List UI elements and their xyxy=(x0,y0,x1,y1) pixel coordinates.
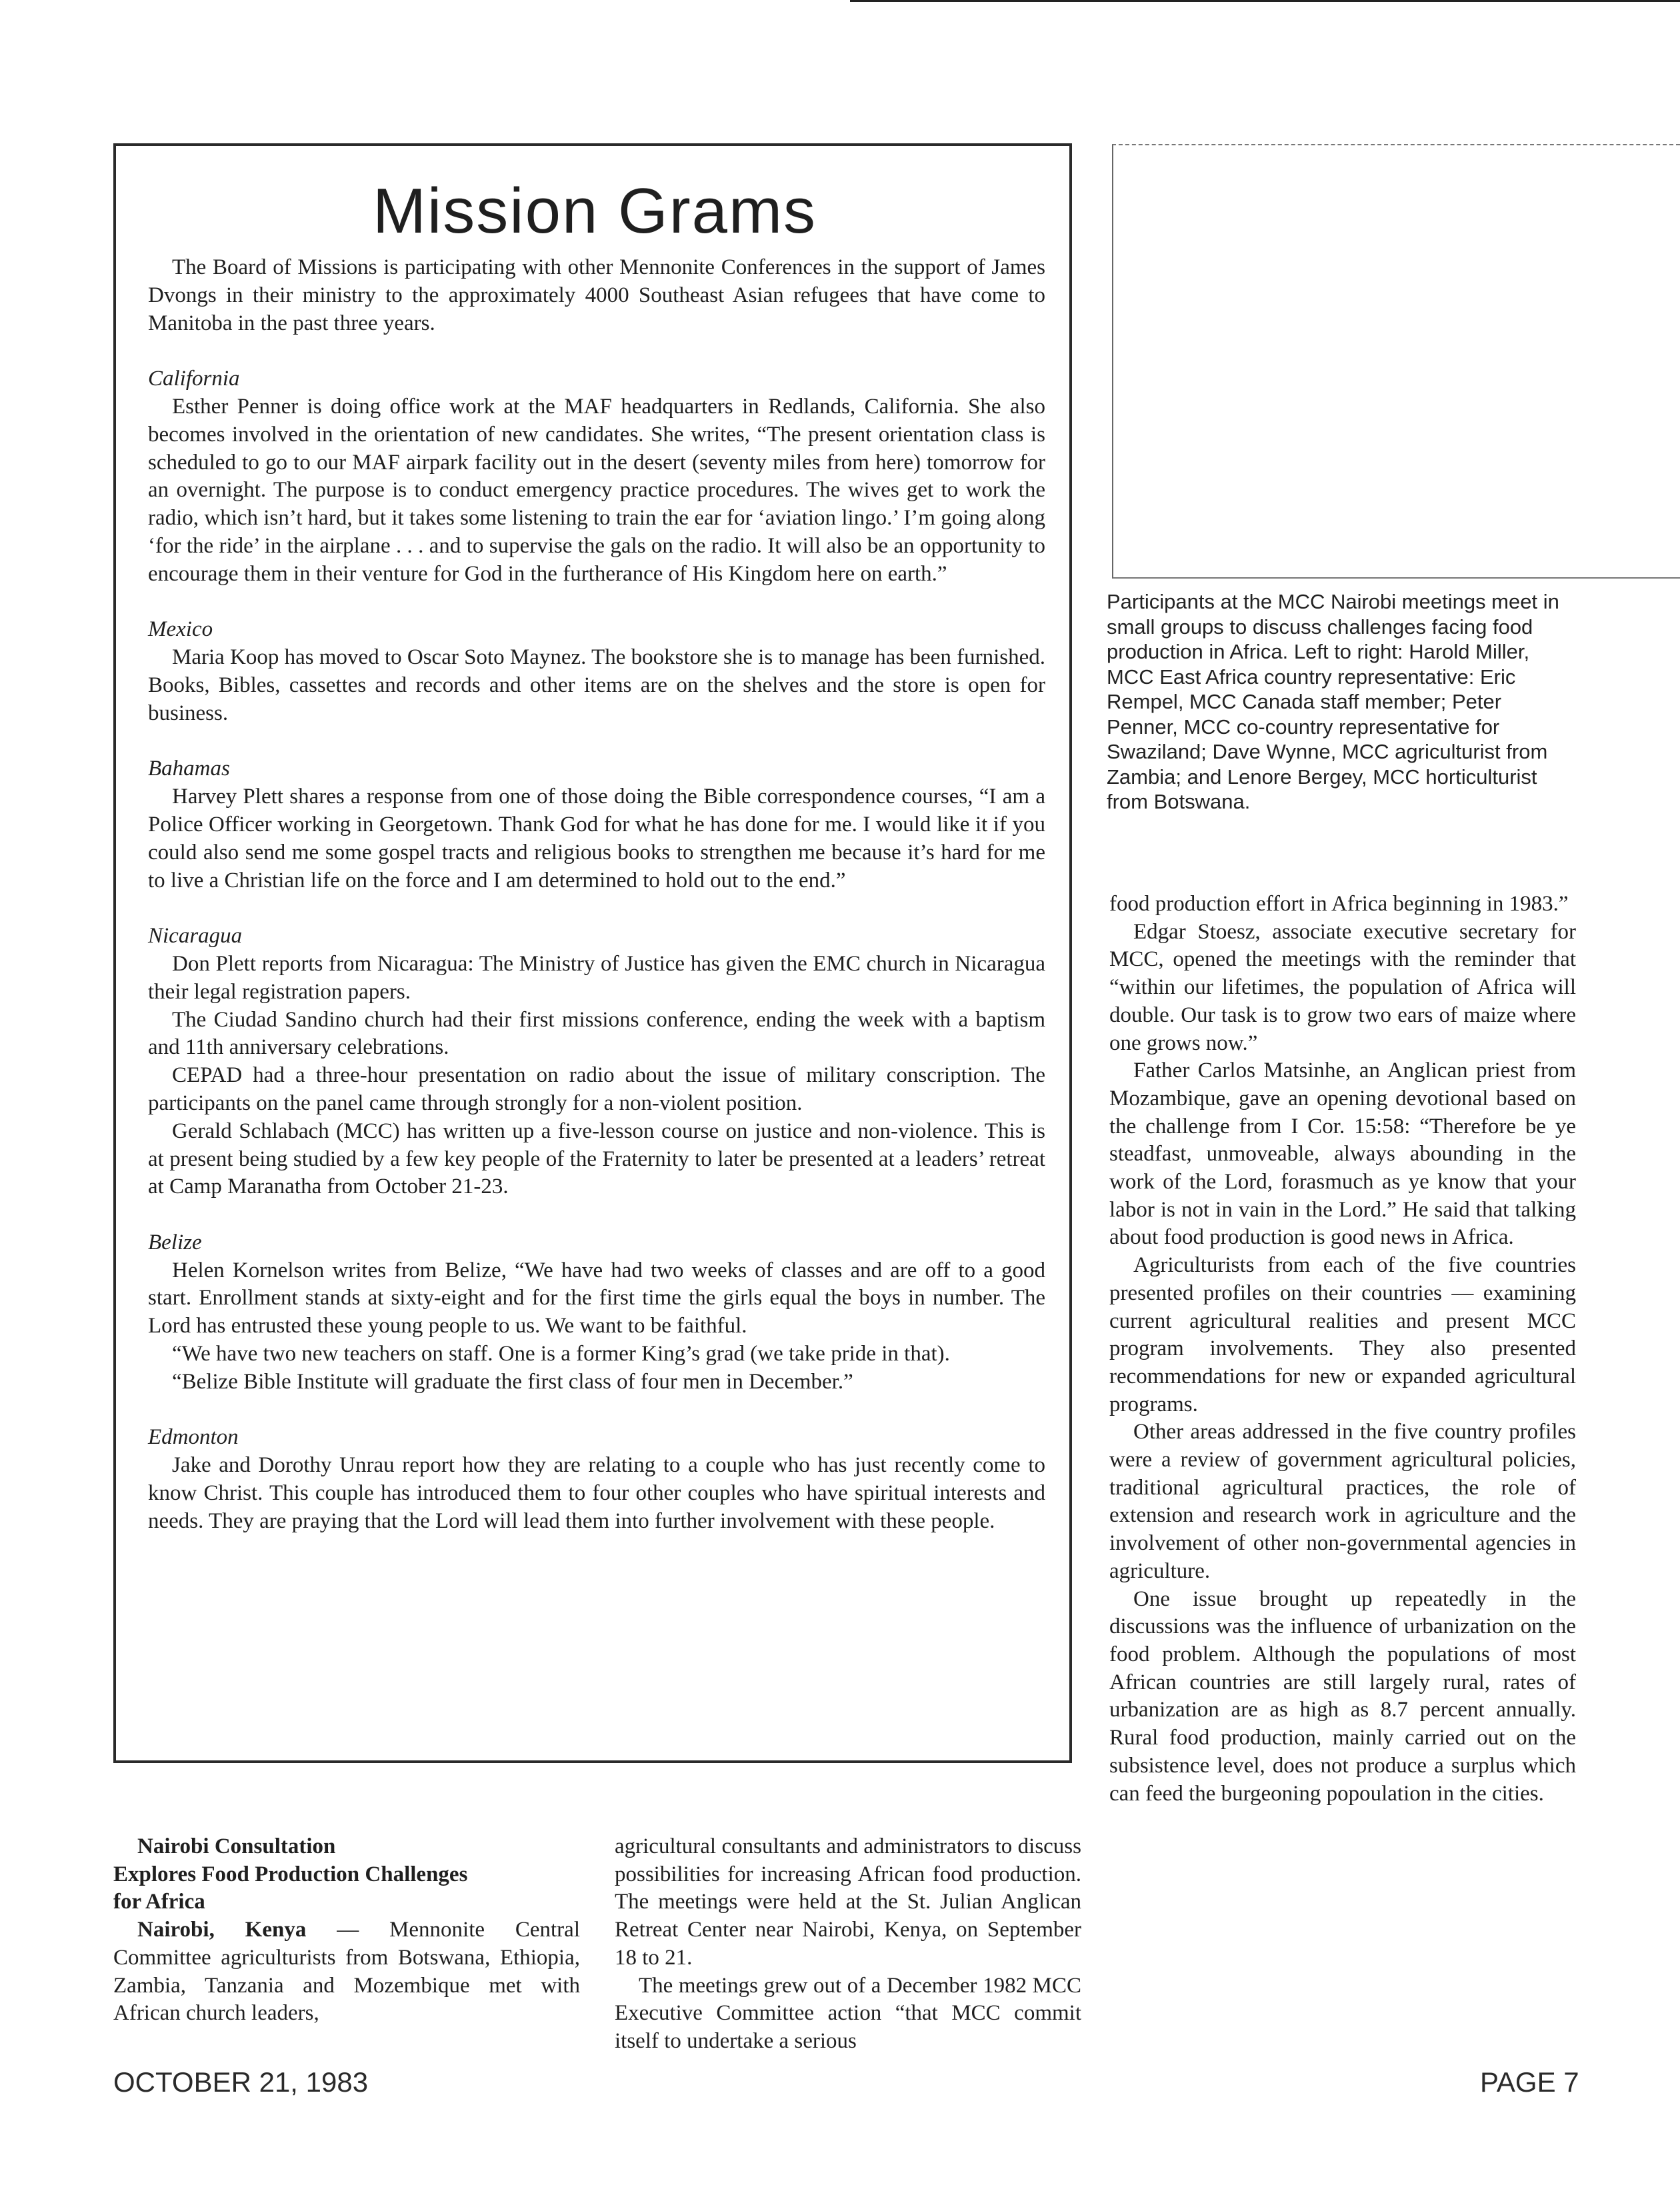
article-column-3 xyxy=(1109,891,1576,1808)
mission-grams-title: Mission Grams xyxy=(372,175,817,247)
section-california xyxy=(148,365,1045,588)
section-paragraph: Helen Kornelson writes from Belize, “We have had two weeks of classes and are off to a good start. Enrollment stands at sixty-eight and for the first time the girls equal the boys in number. The Lord has entrusted these young people to us. We want to be faithful. xyxy=(148,1258,1045,1338)
photo-caption xyxy=(1107,589,1573,815)
section-paragraph: Jake and Dorothy Unrau report how they are relating to a couple who has just recently come to know Christ. This couple has introduced them to four other couples who have spiritual interests and needs. They are praying that the Lord will lead them into further involvement with these people. xyxy=(148,1453,1045,1533)
section-paragraph: The Ciudad Sandino church had their first missions conference, ending the week with a baptism and 11th anniversary celebrations. xyxy=(148,1007,1045,1060)
section-nicaragua xyxy=(148,923,1045,1201)
section-heading: Belize xyxy=(148,1230,202,1254)
section-paragraph: Maria Koop has moved to Oscar Soto Maynez. The bookstore she is to manage has been furnished. Books, Bibles, cassettes and records and other items are on the shelves and the store is open for business. xyxy=(148,645,1045,725)
article-paragraph: Edgar Stoesz, associate executive secretary for MCC, opened the meetings with the reminder that “within our lifetimes, the population of Africa will double. Our task is to grow two ears of maize where one grows now.” xyxy=(1109,919,1576,1055)
article-paragraph: agricultural consultants and administrators to discuss possibilities for increasing African food production. The meetings were held at the St. Julian Anglican Retreat Center near Nairobi, Kenya, on September 18 to 21. xyxy=(615,1834,1081,1970)
section-paragraph: “Belize Bible Institute will graduate the first class of four men in December.” xyxy=(172,1369,853,1394)
article-title-line: for Africa xyxy=(113,1890,205,1914)
section-heading: California xyxy=(148,367,240,391)
caption-text: Participants at the MCC Nairobi meetings meet in small groups to discuss challenges facing food production in Africa. Left to right: Harold Miller, MCC East Africa country representative: Eric Rempel, MCC Canada staff member; Peter Penner, MCC co-country representative for Swaziland; Dave Wynne, MCC agriculturist from Zambia; and Lenore Bergey, MCC horticulturist from Botswana. xyxy=(1107,590,1559,813)
article-title-line: Explores Food Production Challenges xyxy=(113,1862,468,1886)
section-edmonton xyxy=(148,1424,1045,1535)
section-mexico xyxy=(148,616,1045,727)
dateline: Nairobi, Kenya xyxy=(137,1918,307,1942)
article-paragraph: Other areas addressed in the five country profiles were a review of government agricultural policies, traditional agricultural practices, the role of extension and research work in agriculture and the involvement of other non-governmental agencies in agriculture. xyxy=(1109,1420,1576,1583)
section-paragraph: Gerald Schlabach (MCC) has written up a five-lesson course on justice and non-violence. This is at present being studied by a few key people of the Fraternity to later be presented at a leaders’ retreat at Camp Maranatha from October 21-23. xyxy=(148,1118,1045,1199)
section-heading: Mexico xyxy=(148,617,213,642)
article-column-1 xyxy=(113,1833,580,2028)
section-bahamas xyxy=(148,755,1045,895)
intro-paragraph: The Board of Missions is participating with other Mennonite Conferences in the support of James Dvongs in their ministry to the approximately 4000 Southeast Asian refugees that have come to Manitoba in the past three years. xyxy=(148,255,1045,335)
article-paragraph xyxy=(113,1916,580,2028)
top-rule xyxy=(850,0,1680,2)
section-belize xyxy=(148,1229,1045,1396)
article-text: — Mennonite Central Committee agriculturists from Botswana, Ethiopia, Zambia, Tanzania and Mozembique met with African church leaders, xyxy=(113,1918,580,2026)
article-paragraph: One issue brought up repeatedly in the discussions was the influence of urbanization on the food problem. Although the populations of most African countries are still largely rural, rates of urbanization are as high as 8.7 percent annually. Rural food production, mainly carried out on the subsistence level, does not produce a surplus which can feed the burgeoning popoulation in the cities. xyxy=(1109,1586,1576,1806)
section-paragraph: Harvey Plett shares a response from one of those doing the Bible correspondence courses, “I am a Police Officer working in Georgetown. Thank God for what he has done for me. I would like it if you could also send me some gospel tracts and religious books to strengthen me because it’s hard for me to live a Christian life on the force and I am determined to hold out to the end.” xyxy=(148,785,1045,893)
section-paragraph: Esther Penner is doing office work at the MAF headquarters in Redlands, California. She also becomes involved in the orientation of new candidates. She writes, “The present orientation class is scheduled to go to our MAF airpark facility out in the desert (seventy miles from here) tomorrow for an overnight. The purpose is to conduct emergency practice procedures. The wives get to work the radio, which isn’t hard, but it takes some listening to train the ear for ‘aviation lingo.’ I’m going along ‘for the ride’ in the airplane . . . and to supervise the gals on the radio. It will also be an opportunity to encourage them in their venture for God in the furtherance of His Kingdom here on earth.” xyxy=(148,394,1045,586)
article-paragraph: food production effort in Africa beginning in 1983.” xyxy=(1109,892,1569,916)
photo-placeholder xyxy=(1112,144,1680,579)
article-title xyxy=(113,1833,580,1916)
section-paragraph: CEPAD had a three-hour presentation on radio about the issue of military conscription. The participants on the panel came through strongly for a non-violent position. xyxy=(148,1063,1045,1115)
footer-page-number: PAGE 7 xyxy=(1480,2066,1579,2098)
section-paragraph: “We have two new teachers on staff. One is a former King’s grad (we take pride in that). xyxy=(172,1342,950,1366)
section-heading: Edmonton xyxy=(148,1425,239,1450)
footer-date: OCTOBER 21, 1983 xyxy=(113,2066,369,2098)
section-heading: Nicaragua xyxy=(148,924,243,949)
article-title-line: Nairobi Consultation xyxy=(137,1834,336,1858)
mission-grams-body xyxy=(148,254,1045,1536)
article-column-2 xyxy=(615,1833,1081,2056)
article-paragraph: Father Carlos Matsinhe, an Anglican priest from Mozambique, gave an opening devotional based on the challenge from I Cor. 15:58: “Therefore be ye steadfast, unmoveable, always abounding in the work of the Lord, forasmuch as ye know that your labor is not in vain in the Lord.” He said that talking about food production is good news in Africa. xyxy=(1109,1059,1576,1250)
section-paragraph: Don Plett reports from Nicaragua: The Ministry of Justice has given the EMC church in Nicaragua their legal registration papers. xyxy=(148,951,1045,1004)
section-heading: Bahamas xyxy=(148,757,230,781)
article-paragraph: Agriculturists from each of the five countries presented profiles on their countries — examining current agricultural realities and present MCC program involvements. They also presented recommendations for new or expanded agricultural programs. xyxy=(1109,1253,1576,1416)
article-paragraph: The meetings grew out of a December 1982 MCC Executive Committee action “that MCC commit itself to undertake a serious xyxy=(615,1973,1081,2053)
